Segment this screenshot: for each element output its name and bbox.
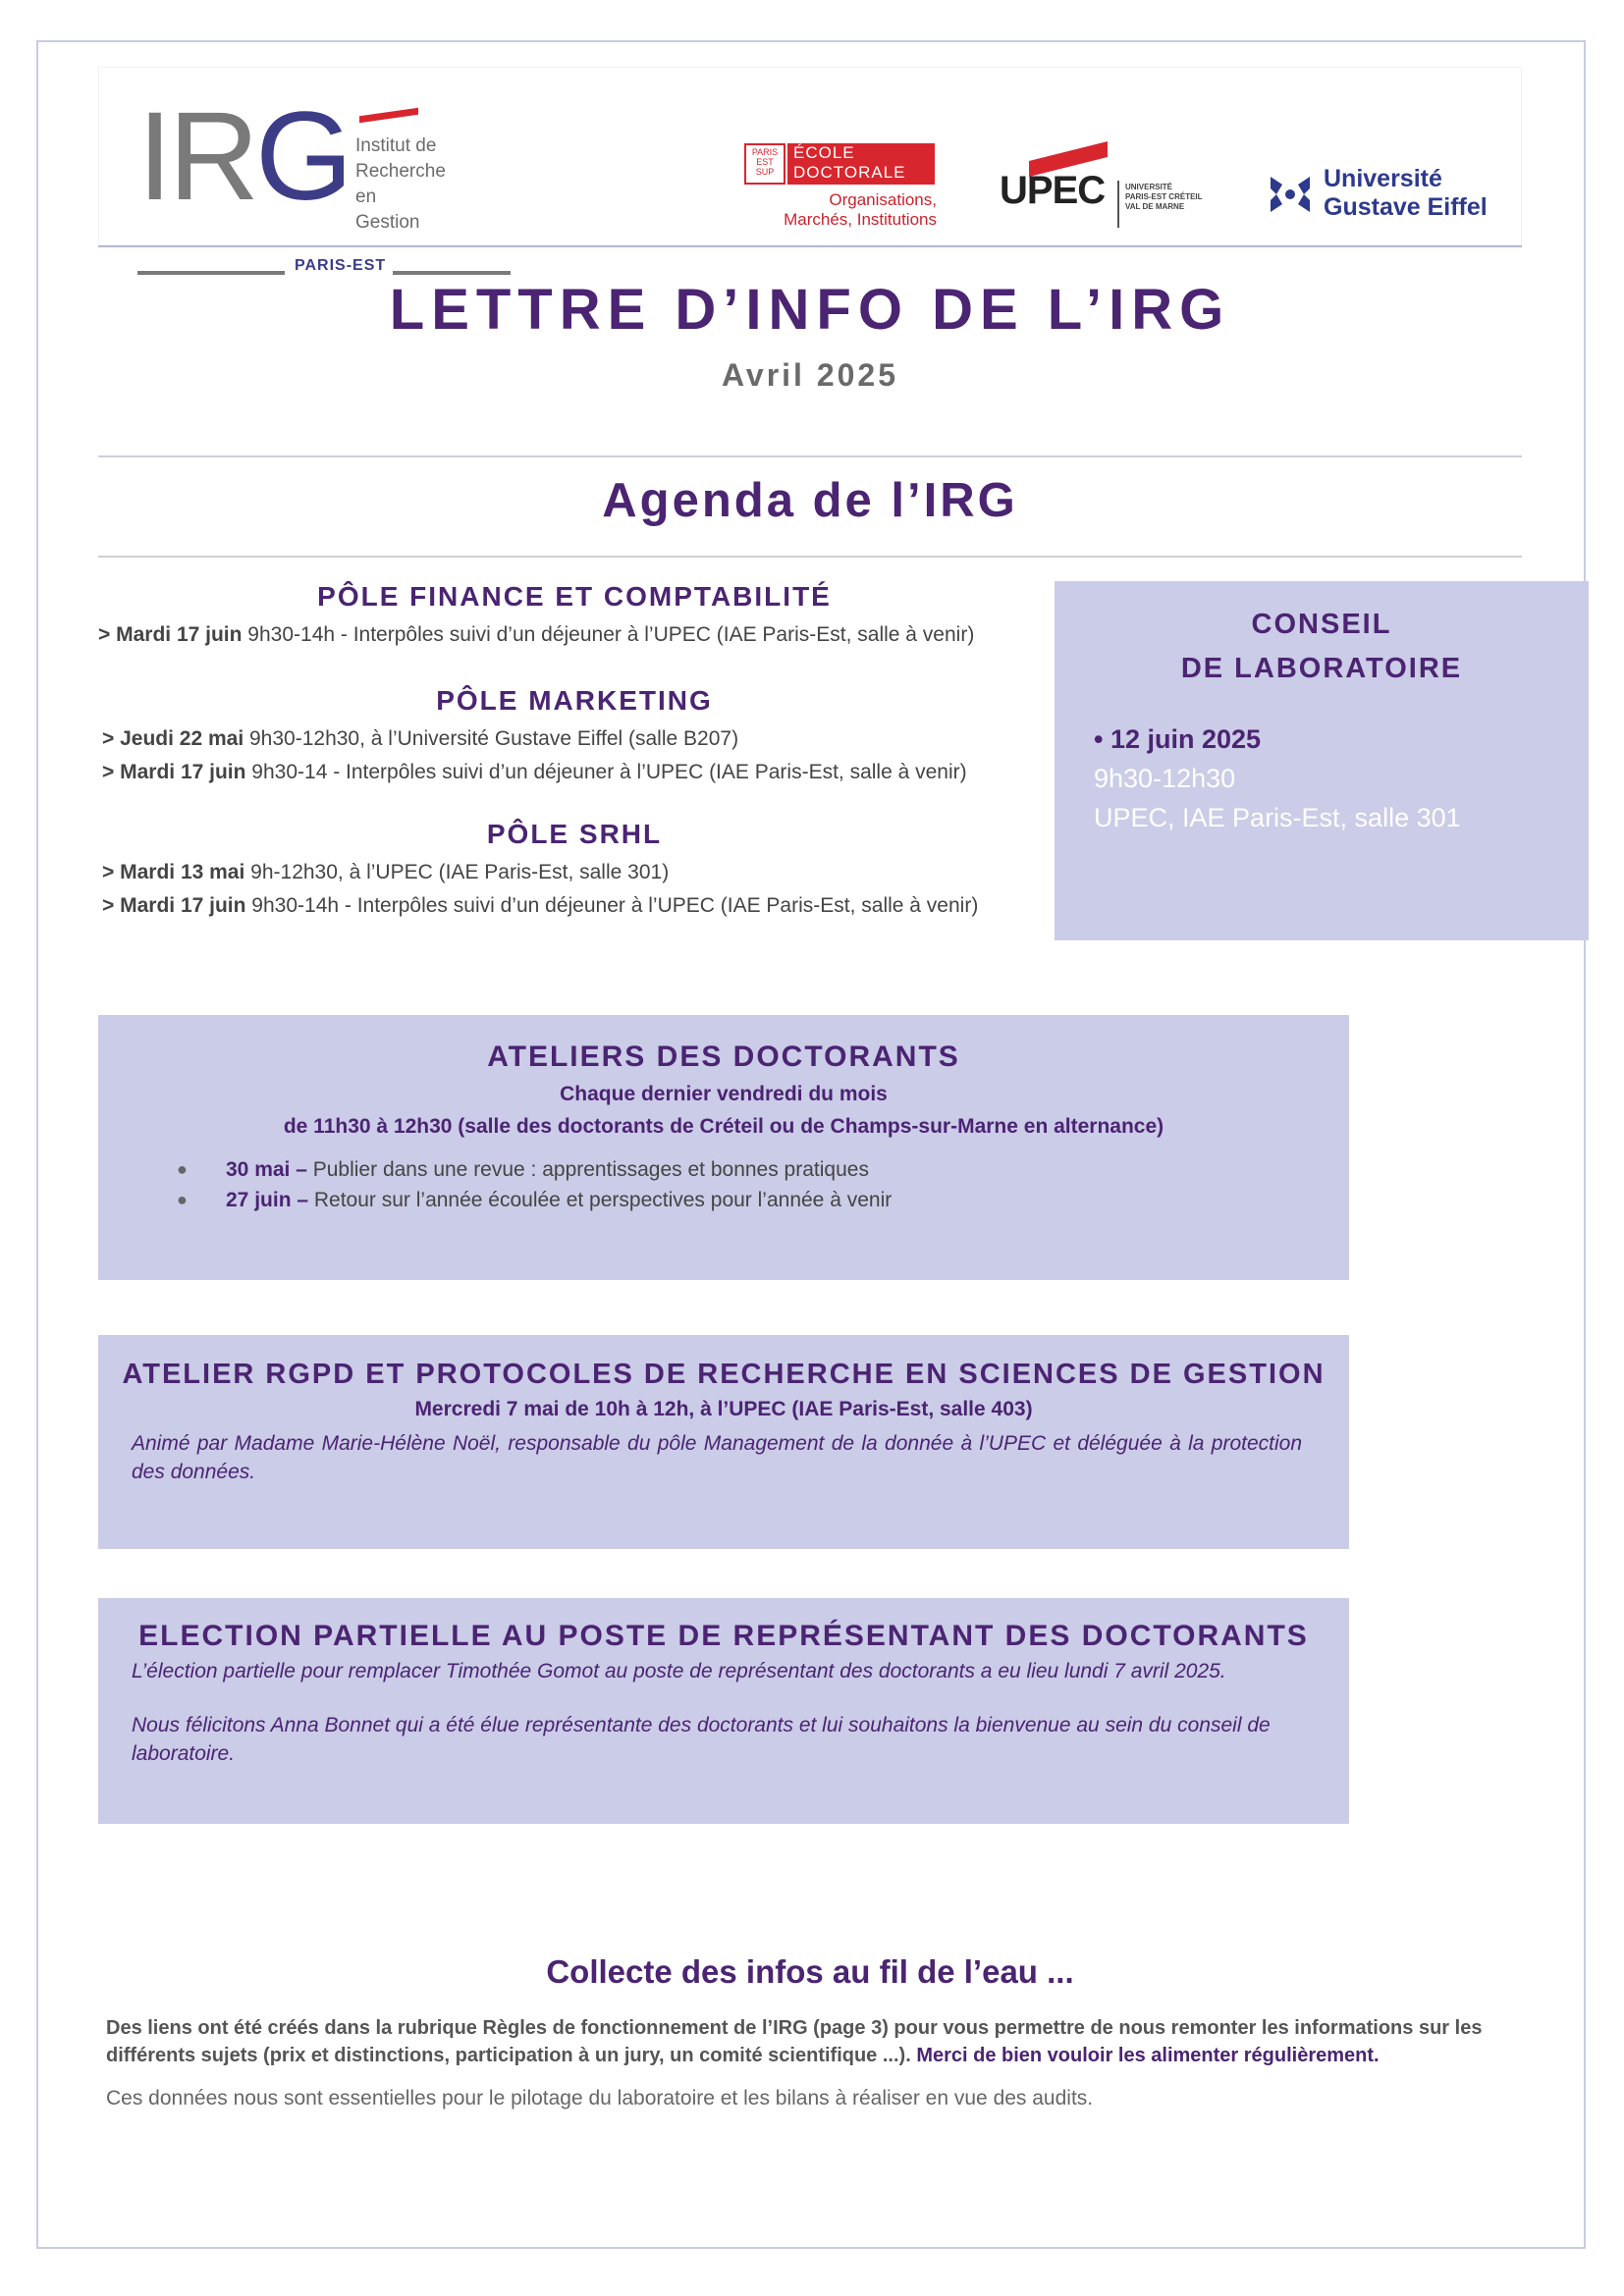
logo-band <box>98 67 1522 274</box>
pole-marketing-item: > Jeudi 22 mai 9h30-12h30, à l’Université Gustave Eiffel (salle B207) <box>102 727 739 750</box>
upec-logo <box>1000 151 1206 240</box>
atelier-rgpd-box <box>98 1335 1349 1549</box>
conseil-date: • 12 juin 2025 <box>1094 724 1262 754</box>
irg-logo-redbar <box>359 108 418 123</box>
pole-finance <box>98 581 1051 652</box>
pole-srhl-title: PÔLE SRHL <box>486 819 663 849</box>
rgpd-text: Animé par Madame Marie-Hélène Noël, responsable du pôle Management de la donnée à l’UPEC et déléguée à la protection des données. <box>132 1432 1302 1483</box>
divider-top <box>98 455 1522 457</box>
ecole-doctorale-logo <box>744 143 941 232</box>
election-box <box>98 1598 1349 1824</box>
ateliers-item: ● 30 mai – Publier dans une revue : apprentissages et bonnes pratiques <box>98 1154 1349 1185</box>
upec-logo-small: UNIVERSITÉ PARIS-EST CRÉTEIL VAL DE MARNE <box>1125 183 1203 211</box>
conseil-title: CONSEIL DE LABORATOIRE <box>1180 609 1463 684</box>
gustave-eiffel-mark-icon <box>1267 171 1314 218</box>
pole-marketing-item: > Mardi 17 juin 9h30-14 - Interpôles suivi d’un déjeuner à l’UPEC (IAE Paris-Est, salle à venir) <box>102 761 967 783</box>
ateliers-doctorants-box <box>98 1015 1349 1280</box>
bullet-icon: ● <box>177 1190 188 1209</box>
divider-agenda <box>98 556 1522 558</box>
ecole-logo-box: ÉCOLE DOCTORALE <box>787 143 935 185</box>
pole-marketing-title: PÔLE MARKETING <box>436 685 713 716</box>
irg-logo <box>137 86 471 274</box>
ecole-logo-sub: Organisations, Marchés, Institutions <box>784 190 937 229</box>
collecte-title: Collecte des infos au fil de l’eau ... <box>546 1953 1074 1990</box>
gustave-eiffel-logo <box>1267 165 1502 234</box>
election-p2: Nous félicitons Anna Bonnet qui a été élue représentante des doctorants et lui souhaitons la bienvenue au sein du conseil de laboratoire. <box>132 1714 1271 1765</box>
pole-srhl <box>98 819 1051 923</box>
conseil-place: UPEC, IAE Paris-Est, salle 301 <box>1094 803 1461 832</box>
ateliers-sub1: Chaque dernier vendredi du mois <box>560 1083 888 1105</box>
collecte-paragraph-1: Des liens ont été créés dans la rubrique Règles de fonctionnement de l’IRG (page 3) pour vous permettre de nous remonter les informations sur les différents sujets (prix et distinctions, participation à un jury, un comité scientifique ...). Merci de bien vouloir les alimenter régulièrement. <box>106 2017 1483 2066</box>
agenda-title: Agenda de l’IRG <box>602 474 1018 527</box>
upec-logo-word: UPEC <box>1000 169 1106 212</box>
pole-finance-item: > Mardi 17 juin 9h30-14h - Interpôles suivi d’un déjeuner à l’UPEC (IAE Paris-Est, salle à venir) <box>98 623 975 646</box>
election-p1: L’élection partielle pour remplacer Timothée Gomot au poste de représentant des doctorants a eu lieu lundi 7 avril 2025. <box>132 1660 1226 1682</box>
rgpd-sub: Mercredi 7 mai de 10h à 12h, à l’UPEC (IAE Paris-Est, salle 403) <box>414 1398 1033 1420</box>
ateliers-title: ATELIERS DES DOCTORANTS <box>487 1041 960 1073</box>
election-title: ELECTION PARTIELLE AU POSTE DE REPRÉSENTANT DES DOCTORANTS <box>138 1620 1309 1652</box>
pole-srhl-item: > Mardi 13 mai 9h-12h30, à l’UPEC (IAE Paris-Est, salle 301) <box>102 861 670 883</box>
ecole-logo-small: PARIS EST SUP <box>744 143 785 185</box>
ateliers-item: ● 27 juin – Retour sur l’année écoulée et perspectives pour l’année à venir <box>98 1185 1349 1215</box>
ateliers-sub2: de 11h30 à 12h30 (salle des doctorants de Créteil ou de Champs-sur-Marne en alternance) <box>283 1115 1164 1138</box>
pole-finance-title: PÔLE FINANCE ET COMPTABILITÉ <box>317 581 832 612</box>
bullet-icon: ● <box>177 1159 188 1179</box>
conseil-time: 9h30-12h30 <box>1094 764 1236 793</box>
irg-logo-text: Institut de Recherche en Gestion <box>355 135 446 233</box>
irg-logo-g: G <box>255 86 350 227</box>
collecte-paragraph-2: Ces données nous sont essentielles pour le pilotage du laboratoire et les bilans à réaliser en vue des audits. <box>106 2087 1094 2109</box>
gustave-eiffel-text: Université Gustave Eiffel <box>1324 165 1488 221</box>
pole-marketing <box>98 685 1051 789</box>
newsletter-date: Avril 2025 <box>721 357 899 393</box>
pole-srhl-item: > Mardi 17 juin 9h30-14h - Interpôles suivi d’un déjeuner à l’UPEC (IAE Paris-Est, salle à venir) <box>102 894 979 917</box>
irg-logo-ir: IR <box>137 86 255 227</box>
conseil-laboratoire-box <box>1055 581 1589 940</box>
rgpd-title: ATELIER RGPD ET PROTOCOLES DE RECHERCHE EN SCIENCES DE GESTION <box>122 1359 1326 1390</box>
newsletter-title: LETTRE D’INFO DE L’IRG <box>389 278 1231 342</box>
irg-logo-paris: PARIS-EST <box>295 257 387 274</box>
